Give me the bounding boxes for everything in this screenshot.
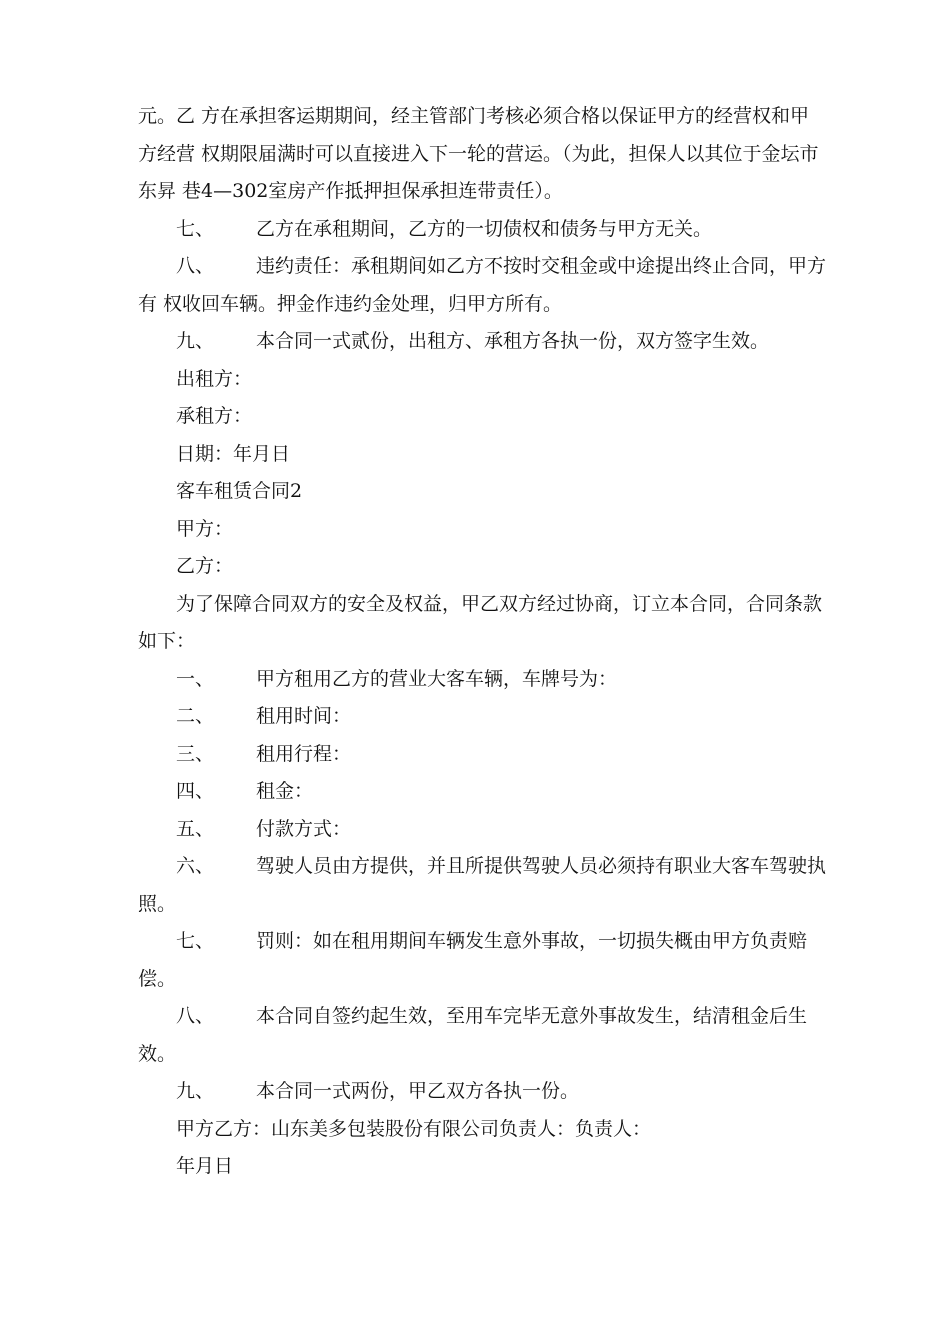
clause-text: 违约责任：承租期间如乙方不按时交租金或中途提出终止合同，甲方有 权收回车辆。押金作违约金处理，归甲方所有。 [138,255,827,315]
clause-list-part1 [138,211,828,361]
clause-number: 七、 [176,930,215,952]
date-label: 日期：年月日 [176,442,291,465]
clause-number: 七、 [176,217,215,240]
contract2-title: 客车租赁合同2 [176,480,303,502]
clause-item [138,1073,828,1111]
clause-number: 一、 [176,667,215,690]
clause-number: 五、 [176,817,215,840]
party-a-label: 甲方： [176,517,234,540]
clause-text: 租金： [256,780,314,802]
closing-date: 年月日 [176,1155,234,1177]
lessee-label: 承租方： [176,405,253,427]
clause-text: 本合同自签约起生效，至用车完毕无意外事故发生，结清租金后生效。 [138,1005,808,1065]
clause-item [138,811,828,849]
clause-text: 驾驶人员由方提供，并且所提供驾驶人员必须持有职业大客车驾驶执照。 [138,855,827,915]
clause-number: 六、 [176,855,215,877]
clause-number: 二、 [176,705,215,727]
clause-item [138,323,828,361]
clause-text: 罚则：如在租用期间车辆发生意外事故，一切损失概由甲方负责赔偿。 [138,930,808,990]
intro-paragraph: 为了保障合同双方的安全及权益，甲乙双方经过协商，订立本合同，合同条款如下： [138,592,823,652]
clause-text: 付款方式： [256,817,352,840]
clause-number: 八、 [176,255,215,277]
clause-text: 租用时间： [256,705,352,727]
party-b-label: 乙方： [176,555,234,577]
clause-item [138,211,828,249]
signature-line: 甲方乙方：山东美多包装股份有限公司负责人：负责人： [176,1117,652,1140]
clause-text: 甲方租用乙方的营业大客车辆，车牌号为： [256,667,618,690]
clause-text: 乙方在承租期间，乙方的一切债权和债务与甲方无关。 [256,217,713,240]
clause-number: 四、 [176,780,215,802]
clause-item [138,698,828,736]
clause-number: 九、 [176,330,215,352]
clause-number: 九、 [176,1080,215,1102]
clause-item [138,248,828,323]
clause-list-part2 [138,661,828,1111]
clause-text: 租用行程： [256,742,352,765]
clause-number: 八、 [176,1005,215,1027]
lessor-label: 出租方： [176,367,253,390]
opening-paragraph: 元。乙 方在承担客运期期间，经主管部门考核必须合格以保证甲方的经营权和甲方经营 权期限届满时可以直接进入下一轮的营运。（为此，担保人以其位于金坛市东昇 巷4—302室房产作抵押担保承担连带责任）。 [138,105,819,202]
clause-item [138,848,828,923]
clause-text: 本合同一式贰份，出租方、承租方各执一份，双方签字生效。 [256,330,770,352]
clause-text: 本合同一式两份，甲乙双方各执一份。 [256,1080,580,1102]
clause-item [138,998,828,1073]
clause-number: 三、 [176,742,215,765]
clause-item [138,736,828,774]
clause-item [138,773,828,811]
document-page [138,98,828,1186]
clause-item [138,923,828,998]
clause-item [138,661,828,699]
